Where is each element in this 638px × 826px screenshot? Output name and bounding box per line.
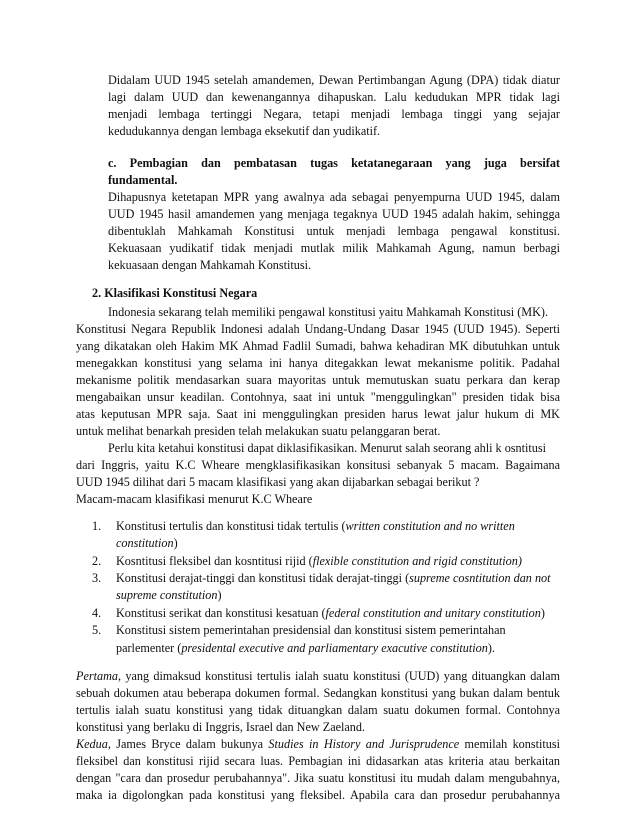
list-item-cont: parlementer (presidental executive and parliamentary exacutive constitution). — [116, 641, 495, 655]
paragraph-line: dengan "cara dan prosedur perubahannya". Jika suatu konstitusi itu mudah dalam mengubahnya, — [76, 771, 560, 785]
paragraph-line: Dihapusnya ketetapan MPR yang awalnya ada sebagai penyempurna UUD 1945, dalam — [108, 190, 560, 204]
paragraph-line: untuk melihat benarkah presiden telah melakukan suatu pelanggaran berat. — [76, 424, 441, 438]
list-number: 1. — [92, 519, 102, 533]
paragraph-line: Perlu kita ketahui konstitusi dapat diklasifikasikan. Menurut salah seorang ahli k osntitusi — [108, 441, 547, 455]
list-item: Konstitusi serikat dan konstitusi kesatuan (federal constitution and unitary constitution) — [116, 606, 545, 620]
paragraph-line: Indonesia sekarang telah memiliki pengawal konstitusi yaitu Mahkamah Konstitusi (MK). — [108, 305, 549, 319]
paragraph-line: UUD 1945 hasil amandemen yang menjaga tegaknya UUD 1945 adalah hakim, sehingga — [108, 207, 560, 221]
list-item-cont: supreme constitution) — [116, 588, 222, 602]
paragraph-line: Didalam UUD 1945 setelah amandemen, Dewan Pertimbangan Agung (DPA) tidak diatur — [108, 73, 560, 87]
section-heading: 2. Klasifikasi Konstitusi Negara — [92, 286, 258, 300]
paragraph-line: mengabaikan unsur keadilan. Contohnya, saat ini untuk "menggulingkan" presiden tidak bisa — [76, 390, 560, 404]
paragraph-line: Kekuasaan yudikatif tidak menjadi mutlak milik Mahkamah Agung, namun berbagi — [108, 241, 560, 255]
paragraph-line: dari Inggris, yaitu K.C Wheare mengklasifikasikan konsitusi sebanyak 5 macam. Bagaimana — [76, 458, 560, 472]
list-item: Konstitusi derajat-tinggi dan konstitusi tidak derajat-tinggi (supreme cosntitution dan not — [116, 571, 551, 585]
paragraph-line: lagi dalam UUD dan kewenangannya dihapuskan. Lalu kedudukan MPR tidak lagi — [108, 90, 560, 104]
list-number: 5. — [92, 623, 102, 637]
list-item: Konstitusi tertulis dan konstitusi tidak tertulis (written constitution and no written — [116, 519, 515, 533]
list-number: 3. — [92, 571, 102, 585]
paragraph-line: Pertama, yang dimaksud konstitusi tertulis ialah suatu konstitusi (UUD) yang dituangkan dalam — [76, 669, 560, 683]
paragraph-line: Kedua, James Bryce dalam bukunya Studies in History and Jurisprudence memilah konstitusi — [76, 737, 560, 751]
paragraph-line: menjadi lembaga tertinggi Negara, tetapi menjadi lembaga tinggi yang sejajar — [108, 107, 560, 121]
paragraph-line: mekanisme politik mendasarkan suara mayoritas untuk memutuskan suatu perkara dan kerap — [76, 373, 560, 387]
paragraph-line: menegakkan konstitusi yang selama ini hanya ditegakkan lewat mekanisme politik. Padahal — [76, 356, 560, 370]
list-number: 4. — [92, 606, 102, 620]
paragraph-line: kedudukannya dengan lembaga eksekutif dan yudikatif. — [108, 124, 381, 138]
list-item: Kosntitusi fleksibel dan kosntitusi rijid (flexible constitution and rigid constitution) — [116, 554, 522, 568]
list-number: 2. — [92, 554, 102, 568]
paragraph-line: atas keputusan MPR saja. Saat ini menggulingkan presiden harus lewat jalur hukum di MK — [76, 407, 560, 421]
paragraph-line: Konstitusi Negara Republik Indonesi adalah Undang-Undang Dasar 1945 (UUD 1945). Seperti — [76, 322, 560, 336]
paragraph-line: Macam-macam klasifikasi menurut K.C Wheare — [76, 492, 313, 506]
paragraph-line: dibentuklah Mahkamah Konstitusi untuk menjadi lembaga pengawal konstitusi. — [108, 224, 560, 238]
paragraph-line: tertulis ialah suatu konstitusi yang tidak dituangkan dalam suatu dokumen formal. Contohnya — [76, 703, 560, 717]
paragraph-line: sebuah dokumen atau beberapa dokumen formal. Sedangkan konstitusi yang bukan dalam bentuk — [76, 686, 560, 700]
paragraph-line: maka ia digolongkan pada konstitusi yang fleksibel. Apabila cara dan prosedur perubahannya — [76, 788, 560, 802]
paragraph-line: kekuasaan dengan Mahkamah Konstitusi. — [108, 258, 312, 272]
subheading-c: c. Pembagian dan pembatasan tugas ketatanegaraan yang juga bersifat — [108, 156, 560, 170]
paragraph-line: yang dikatakan oleh Hakim MK Ahmad Fadlil Sumadi, bahwa kehadiran MK dibutuhkan untuk — [76, 339, 560, 353]
paragraph-line: konstitusi yang berlaku di Inggris, Israel dan New Zaeland. — [76, 720, 366, 734]
list-item: Konstitusi sistem pemerintahan presidensial dan konstitusi sistem pemerintahan — [116, 623, 506, 637]
subheading-c-cont: fundamental. — [108, 173, 178, 187]
list-item-cont: constitution) — [116, 536, 178, 550]
paragraph-line: fleksibel dan konstitusi rijid secara luas. Pembagian ini didasarkan atas kriteria atau berkaitan — [76, 754, 560, 768]
paragraph-line: UUD 1945 dilihat dari 5 macam klasifikasi yang akan dijabarkan sebagai berikut ? — [76, 475, 480, 489]
